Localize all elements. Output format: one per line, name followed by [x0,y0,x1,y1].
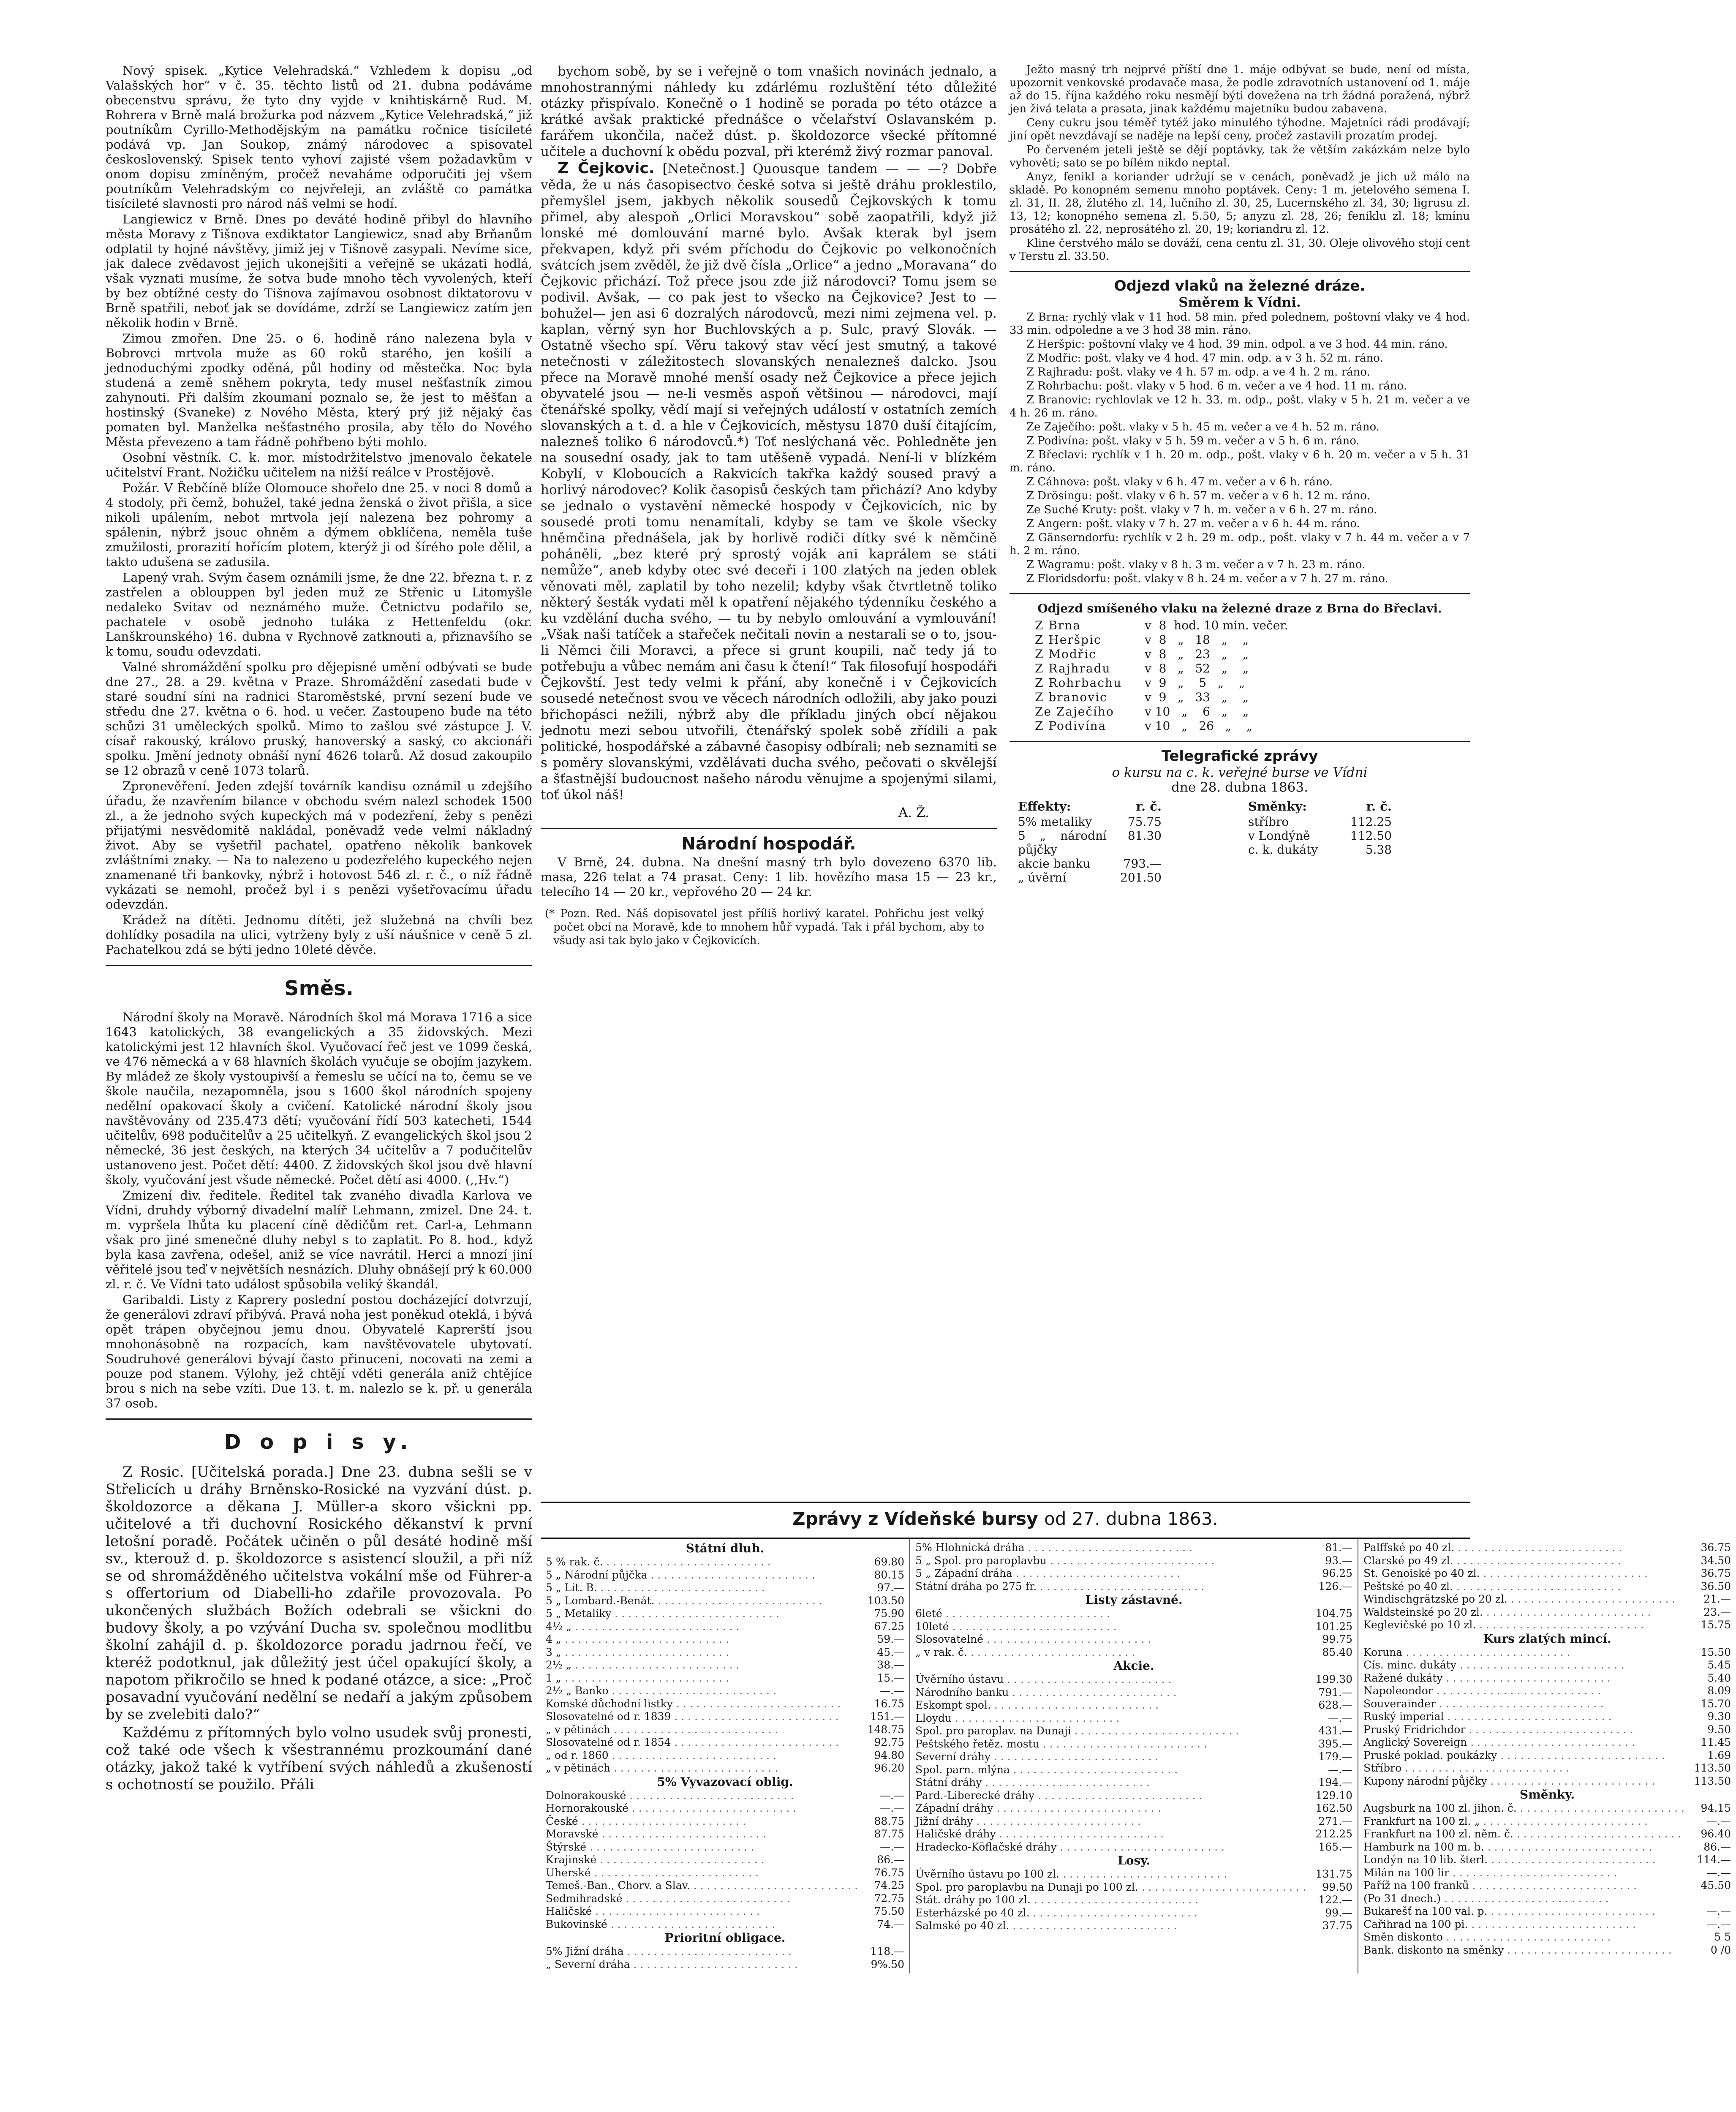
bourse-title: Zprávy z Vídeňské bursy [792,1508,1038,1529]
bourse-row: 5 „ Metaliky . . . 75.90 [546,1607,904,1620]
bourse-section-heading: Směnky. [1519,1788,1575,1802]
bourse-row: 10leté . . . 101.25 [915,1620,1352,1633]
news-items [106,63,532,957]
bourse-row: Severní dráhy . . . 179.— [915,1750,1352,1764]
rate-row: akcie banku 793.— [1018,857,1162,871]
bourse-section-heading: Kurs zlatých mincí. [1483,1631,1611,1646]
effekty-list [1009,815,1240,885]
paragraph: Z Wagramu: pošt. vlaky v 8 h. 3 m. večer a v 7 h. 23 m. ráno. [1026,558,1366,571]
paragraph: Z Rohrbachu: pošt. vlaky v 5 hod. 6 m. večer a ve 4 hod. 11 m. ráno. [1026,380,1407,392]
bourse-row: Kupony národní půjčky . . . 113.50 [1363,1775,1731,1788]
column-2 [541,63,997,947]
bourse-row: Frankfurt na 100 zl. něm. č. . . . 96.40 [1363,1828,1731,1841]
bourse-row: Peštského řetěz. mostu . . . 395.— [915,1738,1352,1751]
bourse-row: Eskompt spol. . . . 628.— [915,1699,1352,1712]
paragraph: Z Rajhradu: pošt. vlaky ve 4 h. 57 m. odp. a ve 4 h. 2 m. ráno. [1026,366,1370,378]
branch-heading: Odjezd smíšeného vlaku na železné draze z Brna do Břeclavi. [1037,601,1442,615]
bourse-heading [541,1506,1470,1532]
bourse-row: Komské důchodní listky . . . 16.75 [546,1698,904,1711]
bourse-row: Souverainder . . . 15.70 [1363,1698,1731,1711]
bourse-section-heading: Akcie. [1113,1659,1154,1673]
telegraph-date: dne 28. dubna 1863. [1171,780,1308,795]
bourse-row: Londýn na 10 lib. šterl. . . . 114.— [1363,1853,1731,1867]
rate-row: 5 „ národní půjčky 81.30 [1018,829,1162,857]
dopisy-heading: D o p i s y. [224,1430,414,1454]
bourse-row: 2½ „ . . . 38.— [546,1659,904,1672]
branch-row: Z Heršpic v 8 „ 18 „ „ [1035,633,1249,647]
market-report: V Brně, 24. dubna. Na dnešní masný trh bylo dovezeno 6370 lib. masa, 226 telat a 74 prasat. Ceny: 1 lib. hovězího masa 15 — 23 kr., telecího 14 — 20 kr., vepřového 20 — 24 kr. [541,855,997,899]
telegraph-subheading: o kursu na c. k. veřejné burse ve Vídni [1112,765,1368,780]
bourse-row: Úvěrního ústavu . . . 199.30 [915,1673,1352,1686]
trains-heading: Odjezd vlaků na železné dráze. [1114,278,1366,294]
bourse-row: Esterházské po 40 zl. . . . 99.— [915,1907,1352,1920]
paragraph: Z Branovic: rychlovlak ve 12 h. 33. m. odp., pošt. vlaky v 5 h. 21 m. večer a ve 4 h. 26 m. ráno. [1009,394,1470,419]
market-notes [1009,63,1470,263]
bourse-row: Haličské dráhy . . . 212.25 [915,1828,1352,1841]
bourse-row: Směn diskonto . . . 5 5 [1363,1931,1731,1944]
train-schedule [1009,311,1470,585]
paragraph: Z Modřic: pošt. vlaky ve 4 hod. 47 min. odp. a v 3 h. 52 m. ráno. [1026,352,1383,365]
bourse-column [1358,1539,1736,1973]
bourse-row: Windischgrätzské po 20 zl. . . . 21.— [1363,1593,1731,1606]
smenky-list [1240,815,1470,857]
bourse-row: Keglevičské po 10 zl. . . . 15.75 [1363,1619,1731,1632]
telegraph-heading: Telegrafické zprávy [1161,748,1318,765]
bourse-row: 5 „ Lit. B. . . . 97.— [546,1581,904,1595]
paragraph: Z Angern: pošt. vlaky v 7 h. 27 m. večer a v 6 h. 44 m. ráno. [1026,517,1360,530]
divider [1009,271,1470,272]
bourse-row: Státní dráha po 275 fr. . . . 126.— [915,1580,1352,1593]
branch-row: Z Rajhradu v 8 „ 52 „ „ [1035,661,1249,675]
bourse-row: „ v rak. č. . . . 85.40 [915,1646,1352,1659]
paragraph: bychom sobě, by se i veřejně o tom vnašich novinách jednalo, a mnohostrannými náhledy ku zdárlému rozluštění této důležité otázky přispívalo. Konečně o 1 hodině se porada po této otázce a krátké avšak praktické přednášce o včelařství Oslavanském p. farářem ukončila, načež dúst. p. školdozorce všecké přítomné učitele a duchovní k obědu pozval, při kterémž živý rozmar panoval. [541,64,997,159]
bourse-row: 1 „ . . . 15.— [546,1672,904,1685]
bourse-row: 5 % rak. č. . . . 69.80 [546,1556,904,1569]
effekty-heading: Effekty: [1018,799,1071,814]
divider [1009,593,1470,594]
bourse-row: 2½ „ Banko . . . —.— [546,1685,904,1698]
bourse-row: České . . . 88.75 [546,1815,904,1828]
bourse-row: Hornorakouské . . . —.— [546,1802,904,1815]
bourse-row: Haličské . . . 75.50 [546,1905,904,1918]
paragraph: Ze Suché Kruty: pošt. vlaky v 7 h. m. večer a v 6 h. 27 m. ráno. [1026,504,1377,516]
smenky-heading: Směnky: [1248,799,1307,814]
branch-row: Z Rohrbachu v 9 „ 5 „ „ [1035,676,1245,690]
bourse-section-heading: Prioritní obligace. [664,1931,786,1945]
bourse-row: „ v pětinách . . . 96.20 [546,1762,904,1775]
cejkovic-letter [541,161,997,803]
rate-row: stříbro 112.25 [1248,815,1392,829]
bourse-table [541,1538,1731,1973]
bourse-column [910,1539,1358,1973]
bourse-row: Clarské po 49 zl. . . . 34.50 [1363,1554,1731,1568]
paragraph: Osobní věstník. C. k. mor. místodržitelstvo jmenovalo čekatele učitelství Frant. Nožičku učitelem na nižší reálce v Prostějově. [106,450,532,479]
paragraph: Zmizení div. ředitele. Ředitel tak zvaného divadla Karlova ve Vídni, druhdy výborný divadelní malíř Lehmann, zmizel. Dne 24. t. m. vypršela lhůta ku placení cíně dědičům ret. Carl-a, Lehmann však pro jiné smenečné dluhy nebyl s to zaplatit. Po 8. hod., když byla kasa zavřena, odešel, aniž se více navrátil. Herci a mnozí jiní věřitelé jsou teď v největších nesnázích. Dluhy obnášejí prý k 60.000 zl. r. č. Ve Vídni tato událost spůsobila veliký škandál. [106,1188,532,1291]
bourse-row: 5 „ Západní dráha . . . 96.25 [915,1567,1352,1580]
bourse-row: Uherské . . . 76.75 [546,1867,904,1880]
bourse-row: Hamburk na 100 m. b. . . . 86.— [1363,1841,1731,1854]
bourse-row: Slosovatelné . . . 99.75 [915,1633,1352,1646]
bourse-row: 5 „ Lombard.-Benát. . . . 103.50 [546,1595,904,1608]
bourse-row: Národního banku . . . 791.— [915,1686,1352,1699]
bourse-row: 5% Hlohnická dráha . . . 81.— [915,1541,1352,1554]
bourse-row: Frankfurt na 100 zl. „ . . . —.— [1363,1815,1731,1828]
paragraph: Kline čerstvého málo se dováží, cena centu zl. 31, 30. Oleje olivového stojí cent v Terstu zl. 33.50. [1009,237,1470,263]
paragraph: Z Gänserndorfu: rychlík v 2 h. 29 m. odp., pošt. vlaky v 7 h. 44 m. večer a v 7 h. 2 m. ráno. [1009,531,1470,557]
bourse-row: 3 „ . . . 45.— [546,1646,904,1659]
branch-row: Z Brna v 8 hod. 10 min. večer. [1035,618,1288,632]
paragraph: Nový spisek. „Kytice Velehradská.“ Vzhledem k dopisu „od Valašských hor“ v č. 35. těchto listů od 21. dubna podáváme obecenstvu správu, že tyto dny vyjde v knihtiskárně Rud. M. Rohrera v Brně malá brožurka pod názvem „Kytice Velehradská,“ již poutníkům Cyrillo-Methodějským na památku ročnice tisícileté podává vp. Jan Soukop, známý národovec a spisovatel československý. Spisek tento vyhoví zajisté všem požadavkům v onom dopisu zmíněným, pročež nevaháme odporučiti jej všem poutníkům Velehradským co nejvřeleji, an zvláště co památka tisícileté slavnosti pro národ náš velmi se hodí. [106,63,532,211]
branch-row: Z Podivína v 10 „ 26 „ „ [1035,719,1253,733]
paragraph: Ze Zaječího: pošt. vlaky v 5 h. 45 m. večer a ve 4 h. 52 m. ráno. [1026,421,1380,433]
paragraph: Z Břeclavi: rychlík v 1 h. 20 m. odp., pošt. vlaky v 6 h. 20 m. večer a v 5 h. 31 m. ráno. [1009,449,1470,474]
bourse-row: Palffské po 40 zl. . . . 36.75 [1363,1541,1731,1554]
paragraph: Z Rosic. [Učitelská porada.] Dne 23. dubna sešli se v Střelicích u dráhy Brněnsko-Rosické na vyzvání dúst. p. školdozorce a děkana J. Müller-a skoro všickni pp. učitelové a tři duchovní Rosického děkanství k první letošní poradě. Počátek učiněn o půl desáté hodině mší sv., kterouž d. p. školdozorce s asistencí sloužil, a při níž se od shromážděného učitelstva vokální mše od Führer-a s offertorium od Diabelli-ho zdařile provozovala. Po ukončených službách Božích odebrali se všickni do budovy školy, a po vzývání Ducha sv. společnou modlitbu školní zahájil d. p. školdozorce poradu jadrnou řečí, ve kteréž podotknul, jak důležitý jest účel opakující školy, a napotom přikročilo se hned k podané otázce, a sice: „Proč posavadní vyučování nedělní se nedaří a jakým způsobem by se zvelebiti dalo?“ [106,1464,532,1723]
divider [106,1418,532,1420]
paragraph: Ježto masný trh nejprvé příští dne 1. máje odbývat se bude, není od místa, upozornit venkovské prodavače masa, že podle zdravotních ustanovení od 1. máje až do 15. října každého roku nesmějí býti dovežena na trh žádná poražená, nýbrž jen živá telata a prasata, jinak každému majetníku budou zabavena. [1009,63,1470,115]
divider [541,1502,1470,1503]
paragraph: Z Drösingu: pošt. vlaky v 6 h. 57 m. večer a v 6 h. 12 m. ráno. [1026,490,1370,502]
bourse-row: Spol. pro paroplavbu na Dunaji po 100 zl. . . . 99.50 [915,1881,1352,1894]
bourse-row: 4 „ . . . 59.— [546,1633,904,1646]
paragraph: Lapený vrah. Svým časem oznámili jsme, že dne 22. března t. r. z zastřelen a oblouppen byl jeden muž ze Střenic u Litomyšle nedaleko Svitav od neznámého muže. Četnictvu podařilo se, pachatele v osobě jednoho tuláka z Hettenfeldu (okr. Lanškrounského) 16. dubna v Rychnově zatknouti a, přiznavšího se k tomu, soudu odevzdati. [106,570,532,659]
rate-row: „ úvěrní 201.50 [1018,871,1162,885]
paragraph: Z Brna: rychlý vlak v 11 hod. 58 min. před polednem, poštovní vlaky ve 4 hod. 33 min. odpoledne a ve 3 hod 38 min. ráno. [1009,311,1470,337]
rate-row: c. k. dukáty 5.38 [1248,843,1392,857]
bourse-row: Pruský Fridrichdor . . . 9.50 [1363,1723,1731,1736]
paragraph: Langiewicz v Brně. Dnes po deváté hodině přibyl do hlavního města Moravy z Tišnova exdiktator Langiewicz, snad aby Brňanům odplatil ty hojné návštěvy, jimiž jej v Tišnově zasypali. Nevíme sice, jak dalece zvědavost jejich ukonejšiti a veřejně se ukázati hodlá, však vyznati musíme, že sotva bude mnoho těch vyvolených, kteří by bez obtížné cesty do Tišnova zajímavou osobnost diktatorovu v Brně spatřili, neboť jak se dovídáme, zdrží se Langiewicz zatím jen několik hodin v Brně. [106,212,532,330]
cejkovic-text: [Netečnost.] Quousque tandem — — —? Dobře věda, že u nás časopisectvo české sotva si ještě dráhu proklestilo, přemyšlel jsem, jakbych několik sousedů Čejkovských k tomu přimel, aby alespoň „Orlici Moravskou“ sobě zaopatřili, když již lonské mé domlouvání marné bylo. Avšak kterak byl jsem překvapen, když při svém příchodu do Čejkovic po velkonočních svátcích jsem zvěděl, že již dvě čísla „Orlice“ a jedno „Moravana“ do Čejkovic přichází. Tož přece jsou zde již národovci? Tomu jsem se podivil. Avšak, — co pak jest to všecko na Čejkovice? Jest to — bohužel— jen asi 6 dozralých národovců, mezi nimi zejmena vel. p. kaplan, věrný syn hor Buchlovských a p. Sulc, pravý Slovák. — Ostatně všecho spí. Věru takový stav věcí jest smutný, a takové netečnosti v záležitostech slovanských nenalezneš dalcko. Jsou přece na Moravě mnohé menší osady než Čejkovice a přece jejich obyvatelé jsou — ne-li vesměs aspoň většinou — národovci, mají čtenářské spolky, vědí mají si veřejných událostí v ostatních zemích slovanských a t. d. a hle v Čejkovicích, městysu 1870 duší čitajícím, nalezneš toliko 6 národovců.*) Toť neslýchaná věc. Pohledněte jen na sousední osady, jak to tam utěšeně vypadá. Není-li v blízkém Kobylí, v Kloboucích a Rakvicích takřka každý soused pravý a horlivý národovec? Kolik časopisů českých tam přichází? Ano kdyby se jednalo o vystavění německé hospody v Čejkovicích, nic by sousedé proti tomu nenamítali, kdyby se tam ve škole všecky hněmčina přednášela, jak by horlivě rodiči dítky své k němčině poháněli, „bez které prý sprostý voják ani kaprálem se státi nemůže“, aneb kdyby otec své deceři i 100 zlatých na jeden oblek věnovati měl, zaplatil by toho nezelil; kdyby však čtvrtletně toliko některý šesták vydati měl k opatření nějakého týdenníku českého a ku vzdělání ducha svého, — tu by nebylo omlouvání a vymlouvání! „Však naši tatíček a stařeček nečitali novin a nestarali se o to, jsou-li Němci čili Moravci, a přece si grunt koupili, nač tedy já to potřebuju a vůbec nemám ani času k čtení!“ Tak filosofují hospodáři Čejkovští. Jest tedy velmi k přání, aby konečně i v Čejkovicích sousedé netečnost svou ve věcech národních odložili, aby jako pouzi břichopásci nežili, nýbrž aby dle příkladu jiných obcí nějakou jednotu mezi sebou utvořili, čtenářský spolek sobě zřídili a pak politické, hospodářské a zábavné časopisy odbírali; neb seznamiti se s poměry slovanskými, vzdělávati ducha svého, pečovati o skvělejší a šťastnější budoucnost našeho národu věnujme a spojenými silami, toť úkol náš! [541,161,997,803]
bourse-row: Sedmihradské . . . 72.75 [546,1892,904,1905]
bourse-row: Pard.-Liberecké dráhy . . . 129.10 [915,1789,1352,1802]
bourse-row: „ od r. 1860 . . . 94.80 [546,1749,904,1762]
bourse-row: Štýrské . . . —.— [546,1841,904,1854]
paragraph: Krádež na dítěti. Jednomu dítěti, jež služebná na chvíli bez dohlídky posadila na ulici, vytrženy byly z uší náušnice v ceně 5 zl. Pachatelkou zdá se býti jedno 10leté děvče. [106,913,532,957]
divider [1009,741,1470,742]
bourse-column [541,1539,910,1973]
paragraph: Z Podivína: pošt. vlaky v 5 h. 59 m. večer a v 5 h. 6 m. ráno. [1026,435,1360,447]
bourse-row: Spol. parn. mlýna . . . —.— [915,1764,1352,1777]
bourse-row: 5 „ Spol. pro paroplavbu . . . 93.— [915,1554,1352,1568]
hospodar-heading: Národní hospodář. [681,834,856,854]
bourse-row: Koruna . . . 15.50 [1363,1646,1731,1659]
bourse-row: Milán na 100 lir . . . —.— [1363,1867,1731,1880]
bourse-row: Peštské po 40 zl. . . . 36.50 [1363,1580,1731,1593]
bourse-section-heading: Losy. [1118,1853,1151,1867]
bourse-row: Waldsteinské po 20 zl. . . . 23.— [1363,1606,1731,1619]
bourse-row: Cařihrad na 100 pi. . . . —.— [1363,1918,1731,1931]
paragraph: Ceny cukru jsou téměř tytéž jako minulého týhodne. Majetníci rádi prodávají; jiní opět nevzdávají se naděje na lepší ceny, pročež zastavili prozatím prodej. [1009,117,1470,142]
paragraph: Požár. V Řebčíně blíže Olomouce shořelo dne 25. v noci 8 domů a 4 stodoly, při čemž, bohužel, také jedna ženská o život přišla, a sice nikoli upálením, nebot mrtvola její nalezena bez pohromy a spálenin, nýbrž jsouc ohněm a dýmem obklíčena, neměla tuše zmužilosti, prorazití hořícím plotem, kterýž ji od šírého pole dělil, a takto udušena se zadusila. [106,481,532,569]
column-3 [1009,63,1470,885]
editor-footnote: (* Pozn. Red. Náš dopisovatel jest příliš horlivý karatel. Pohřichu jest velký počet obcí na Moravě, kde to mnohem hůř vypadá. Tak i přál bychom, aby to všudy asi tak bylo jako v Čejkovicích. [545,907,984,947]
bourse-section-heading: Listy zástavné. [1085,1593,1183,1607]
paragraph: Zpronevěření. Jeden zdejší továrník kandisu oznámil u zdejšího úřadu, že nzavřením bilance v obchodu svém nalezl schodek 1500 zl., a že jednoho svých kupeckých má v podezření, žeby s penězi přijatými nesvědomitě nakládal, poněvadž vede velmi nákladný život. Aby se vyšetřil pachatel, opatřeno několik bankovek zvláštními znaky. — Na to nalezeno u podezřelého kupeckého nejen znamenané tři bankovky, nýbrž i hotovost 546 zl. r. č., o níž řádně vykázati se nemohl, pročež byl i s penězi vyšetřovacímu úřadu odevzdán. [106,779,532,912]
effekty-unit: r. č. [1136,799,1162,814]
bourse-row: Moravské . . . 87.75 [546,1828,904,1841]
bourse-row: Jižní dráhy . . . 271.— [915,1815,1352,1828]
dopisy-items [106,1464,532,1794]
bourse-row: Ražené dukáty . . . 5.40 [1363,1672,1731,1685]
paragraph: Z Heršpic: poštovní vlaky ve 4 hod. 39 min. odpol. a ve 3 hod. 44 min. ráno. [1026,338,1448,351]
bourse-row: 4½ „ . . . 67.25 [546,1620,904,1633]
paragraph: Garibaldi. Listy z Kaprery poslední postou docházející dotvrzují, že generálovi zdraví přibývá. Pravá noha jest poněkud oteklá, i bývá opět trápen obyčejnou jemu dnou. Obyvatelé Kaprerští jsou mnohonásobně na rozpacích, kam navštěvovatele ubytovatí. Soudruhové generálovi bývají často přinuceni, nocovati na zemi a pouze pod stanem. Výlohy, jež chtějí vděti generála aniž chtějíce brou s nich na sebe vzíti. Due 13. t. m. nalezlo se k. př. u generála 37 osob. [106,1293,532,1410]
bourse-row: Pruské poklad. poukázky . . . 1.69 [1363,1749,1731,1762]
bourse-row: Bukovinské . . . 74.— [546,1918,904,1931]
bourse-row: Krajinské . . . 86.— [546,1853,904,1867]
paragraph: Z Cáhnova: pošt. vlaky v 6 h. 47 m. večer a v 6 h. ráno. [1026,476,1333,488]
column-1 [106,63,532,1794]
smes-heading: Směs. [284,977,354,1000]
letter-continuation [541,63,997,160]
bourse-row: Stříbro . . . 113.50 [1363,1762,1731,1775]
smes-items [106,1010,532,1411]
paragraph: Po červeném jeteli ještě se dějí poptávky, tak že větším zakázkám nelze bylo vyhověti; sato se po bílém nikdo neptal. [1009,144,1470,169]
bourse-row: Paříž na 100 franků . . . 45.50 [1363,1879,1731,1892]
bourse-row: Spol. pro paroplav. na Dunaji . . . 431.— [915,1725,1352,1738]
bourse-section-heading: Státní dluh. [686,1541,765,1555]
bourse-row: Stát. dráhy po 100 zl. . . . 122.— [915,1894,1352,1907]
vienna-bourse-report [541,1502,1731,1973]
smenky-unit: r. č. [1366,799,1392,814]
bourse-row: Temeš.-Ban., Chorv. a Slav. . . . 74.25 [546,1879,904,1892]
branch-schedule [1009,618,1470,733]
bourse-row: Západní dráhy . . . 162.50 [915,1802,1352,1815]
bourse-row: Salmské po 40 zl. . . . 37.75 [915,1919,1352,1932]
bourse-row: 6leté . . . 104.75 [915,1607,1352,1620]
bourse-row: „ v pětinách . . . 148.75 [546,1723,904,1736]
bourse-row: Anglický Sovereign . . . 11.45 [1363,1736,1731,1749]
rate-row: 5% metaliky 75.75 [1018,815,1162,829]
paragraph: Zimou zmořen. Dne 25. o 6. hodině ráno nalezena byla v Bobrovci mrtvola muže as 60 roků starého, jen košilí a jednoduchými zpodky oděná, půl hodiny od městečka. Noc byla studená a země sněhem pokryta, tedy musel nešťastník zimou zahynouti. Při dalším zkoumaní poznalo se, že jest to měšťan a hostinský (Svaneke) z Nového Města, který prý již nějaký čas pomaten byl. Manželka nešťastného prosila, aby tělo do Nového Města převezeno a tam řádně pohřbeno býti mohlo. [106,331,532,449]
branch-row: Z branovic v 9 „ 33 „ „ [1035,690,1249,704]
bourse-row: Ruský imperial . . . 9.30 [1363,1710,1731,1723]
paragraph: Z Floridsdorfu: pošt. vlaky v 8 h. 24 m. večer a v 7 h. 27 m. ráno. [1026,572,1388,585]
bourse-row: Dolnorakouské . . . —.— [546,1789,904,1802]
bourse-row: 5 „ Národní půjčka . . . 80.15 [546,1569,904,1582]
bourse-row: Státní dráhy . . . 194.— [915,1776,1352,1789]
bourse-row: Úvěrního ústavu po 100 zl. . . . 131.75 [915,1868,1352,1881]
rate-row: v Londýně 112.50 [1248,829,1392,843]
bourse-row: St. Genoiské po 40 zl. . . . 36.75 [1363,1567,1731,1580]
bourse-row: Augsburk na 100 zl. jihon. č. . . . 94.15 [1363,1802,1731,1815]
bourse-row: (Po 31 dnech.) . . . [1363,1892,1731,1905]
bourse-row: 5% Jižní dráha . . . 118.— [546,1945,904,1958]
bourse-date: od 27. dubna 1863. [1044,1508,1218,1529]
bourse-row: Bukarešť na 100 val. p. . . . —.— [1363,1905,1731,1918]
trains-subheading: Směrem k Vídni. [1178,295,1301,310]
divider [541,828,997,829]
paragraph: Anyz, fenikl a koriander udržují se v cenách, poněvadž je jich už málo na skladě. Po konopném semenu mnoho poptávek. Ceny: 1 m. jetelového semena I. zl. 31, II. 28, žlutého zl. 14, lučního zl. 30, 25, Lucernského zl. 34, 30; ligrusu zl. 13, 12; konopného semena zl. 5.50, 5; anyzu zl. 28, 26; feniklu zl. 18; kmínu prosátého zl. 22, neprosátého zl. 20, 19; koriandru zl. 12. [1009,171,1470,236]
bourse-row: „ Severní dráha . . . 9%.50 [546,1958,904,1971]
bourse-row: Napoleondor . . . 8.09 [1363,1685,1731,1698]
divider [106,965,532,966]
bourse-row: Lloydu . . . —.— [915,1712,1352,1725]
bourse-row: Slosovatelné od r. 1854 . . . 92.75 [546,1736,904,1749]
bourse-row: Cís. minc. dukáty . . . 5.45 [1363,1659,1731,1672]
branch-row: Ze Zaječího v 10 „ 6 „ „ [1035,705,1249,719]
signature: A. Ž. [898,805,929,820]
paragraph: Každému z přítomných bylo volno usudek svůj pronesti, což také ode všech k všestrannému prozkoumání dané otázky, jakož také k vytříbení svých náhledů a zkušeností s ochotností se použilo. Přáli [106,1724,532,1793]
bourse-row: Slosovatelné od r. 1839 . . . 151.— [546,1710,904,1723]
bourse-section-heading: 5% Vyvazovací oblig. [657,1775,793,1789]
branch-row: Z Modřic v 8 „ 23 „ „ [1035,647,1249,661]
bourse-row: Bank. diskonto na směnky . . . 0 /0 [1363,1944,1731,1957]
paragraph: Národní školy na Moravě. Národních škol má Morava 1716 a sice 1643 katolických, 38 evangelických a 35 židovských. Mezi katolickými jest 12 hlavních škol. Vyučovací řeč jest ve 1099 česká, ve 476 německá a v 68 hlavních školách vyučuje se obojím jazykem. By mládež ze školy vystoupivší a řemeslu se učící na to, čemu se ve škole naučila, nezapomněla, jsou s 1600 škol národních spojeny nedělní opakovací školy a cvičení. Katolické národní školy jsou navštěvovány od 235.473 dětí; vyučování řídí 503 katecheti, 1544 učitelův, 698 podučitelův a 25 učitelkyň. Z evangelických škol jsou 2 německé, 36 jest českých, na kterých 34 učitelův a 7 podučitelův ustanoveno jest. Počet dětí: 4400. Z židovských škol jsou dvě hlavní školy, vyučování jest všude německé. Počet dětí asi 4000. (,,Hv.“) [106,1010,532,1187]
paragraph: Valné shromáždění spolku pro dějepisné umění odbývati se bude dne 27., 28. a 29. května v Praze. Shromáždění zasedati bude v staré soudní síni na radnici Staroměstské, první sezení bude ve středu dne 27. května o 6. hod. u večer. Zastoupeno bude na této schůzi 31 uměleckých spolků. Mimo to zašlou své zástupce J. V. císař rakouský, královo pruský, hanoverský a saský, co akcionáři spolku. Jmění jednoty obnáší nyní 4626 tolarů. Až dosud zakoupilo se 12 obrazů v ceně 1073 tolarů. [106,660,532,778]
bourse-row: Hradecko-Köflačské dráhy . . . 165.— [915,1841,1352,1854]
cejkovic-heading: Z Čejkovic. [558,160,655,177]
